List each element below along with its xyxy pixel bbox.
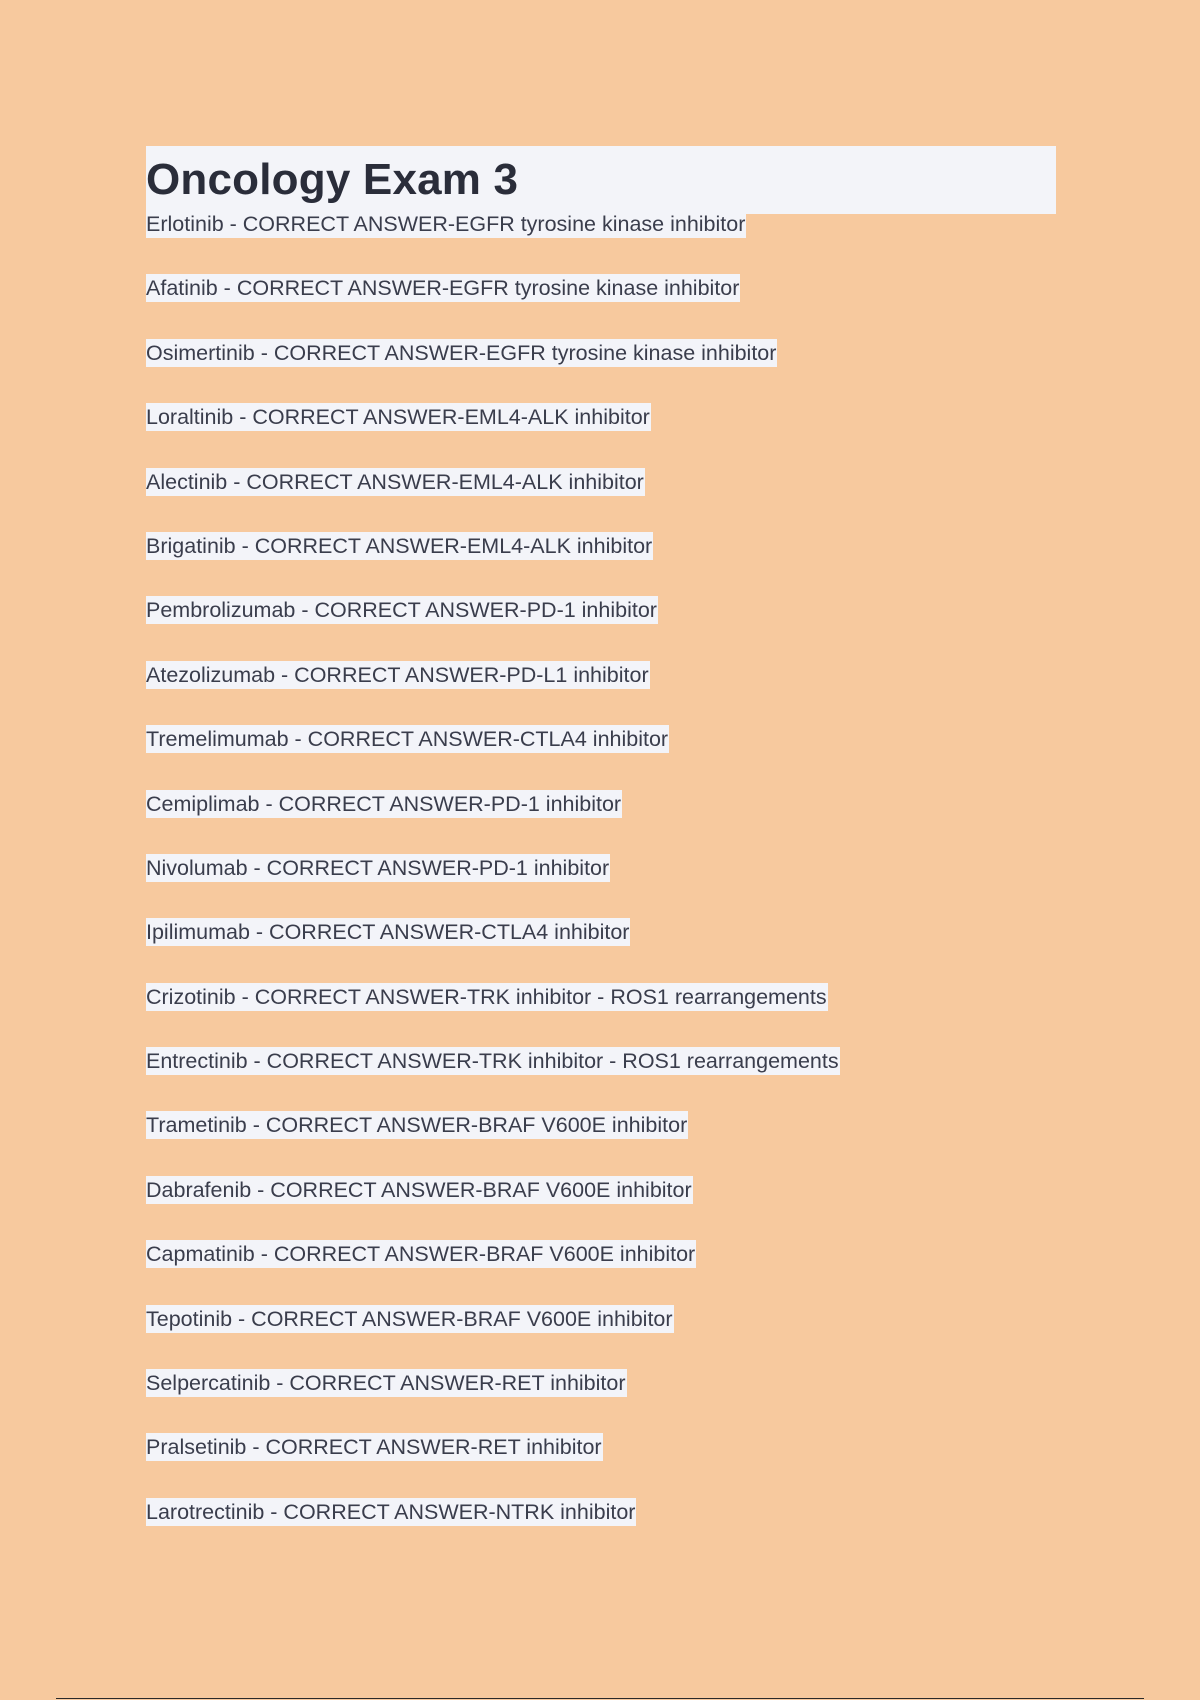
- list-item: [146, 1176, 1056, 1240]
- list-item: [146, 725, 1056, 789]
- answer-text: Tepotinib - CORRECT ANSWER-BRAF V600E inhibitor: [146, 1306, 673, 1331]
- answer-text: Osimertinib - CORRECT ANSWER-EGFR tyrosine kinase inhibitor: [146, 340, 777, 365]
- list-item: [146, 532, 1056, 596]
- list-item: [146, 210, 1056, 274]
- answer-text: Afatinib - CORRECT ANSWER-EGFR tyrosine kinase inhibitor: [146, 276, 740, 301]
- answer-text: Nivolumab - CORRECT ANSWER-PD-1 inhibitor: [146, 855, 610, 880]
- answer-list: [146, 210, 1056, 1562]
- answer-text: Larotrectinib - CORRECT ANSWER-NTRK inhibitor: [146, 1499, 636, 1524]
- list-item: [146, 790, 1056, 854]
- list-item: [146, 339, 1056, 403]
- list-item: [146, 983, 1056, 1047]
- answer-text: Trametinib - CORRECT ANSWER-BRAF V600E inhibitor: [146, 1113, 688, 1138]
- list-item: [146, 1433, 1056, 1497]
- footer-divider: [56, 1698, 1144, 1699]
- answer-text: Pembrolizumab - CORRECT ANSWER-PD-1 inhibitor: [146, 598, 657, 623]
- answer-text: Brigatinib - CORRECT ANSWER-EML4-ALK inhibitor: [146, 533, 653, 558]
- answer-text: Entrectinib - CORRECT ANSWER-TRK inhibitor - ROS1 rearrangements: [146, 1049, 839, 1074]
- list-item: [146, 468, 1056, 532]
- list-item: [146, 1240, 1056, 1304]
- list-item: [146, 1047, 1056, 1111]
- answer-text: Pralsetinib - CORRECT ANSWER-RET inhibitor: [146, 1435, 602, 1460]
- list-item: [146, 918, 1056, 982]
- list-item: [146, 854, 1056, 918]
- answer-text: Tremelimumab - CORRECT ANSWER-CTLA4 inhibitor: [146, 727, 669, 752]
- answer-text: Cemiplimab - CORRECT ANSWER-PD-1 inhibitor: [146, 791, 622, 816]
- list-item: [146, 403, 1056, 467]
- page-title: Oncology Exam 3: [146, 155, 519, 204]
- title-banner: [146, 146, 1056, 214]
- answer-text: Alectinib - CORRECT ANSWER-EML4-ALK inhibitor: [146, 469, 644, 494]
- answer-text: Crizotinib - CORRECT ANSWER-TRK inhibitor - ROS1 rearrangements: [146, 984, 827, 1009]
- document-page: [146, 146, 1056, 1562]
- answer-text: Atezolizumab - CORRECT ANSWER-PD-L1 inhibitor: [146, 662, 649, 687]
- list-item: [146, 1305, 1056, 1369]
- list-item: [146, 1111, 1056, 1175]
- answer-text: Ipilimumab - CORRECT ANSWER-CTLA4 inhibitor: [146, 920, 630, 945]
- list-item: [146, 661, 1056, 725]
- answer-text: Erlotinib - CORRECT ANSWER-EGFR tyrosine kinase inhibitor: [146, 212, 746, 236]
- list-item: [146, 596, 1056, 660]
- list-item: [146, 274, 1056, 338]
- answer-text: Selpercatinib - CORRECT ANSWER-RET inhibitor: [146, 1371, 626, 1396]
- list-item: [146, 1498, 1056, 1562]
- answer-text: Dabrafenib - CORRECT ANSWER-BRAF V600E inhibitor: [146, 1177, 692, 1202]
- answer-text: Loraltinib - CORRECT ANSWER-EML4-ALK inhibitor: [146, 405, 650, 430]
- answer-text: Capmatinib - CORRECT ANSWER-BRAF V600E inhibitor: [146, 1242, 696, 1267]
- list-item: [146, 1369, 1056, 1433]
